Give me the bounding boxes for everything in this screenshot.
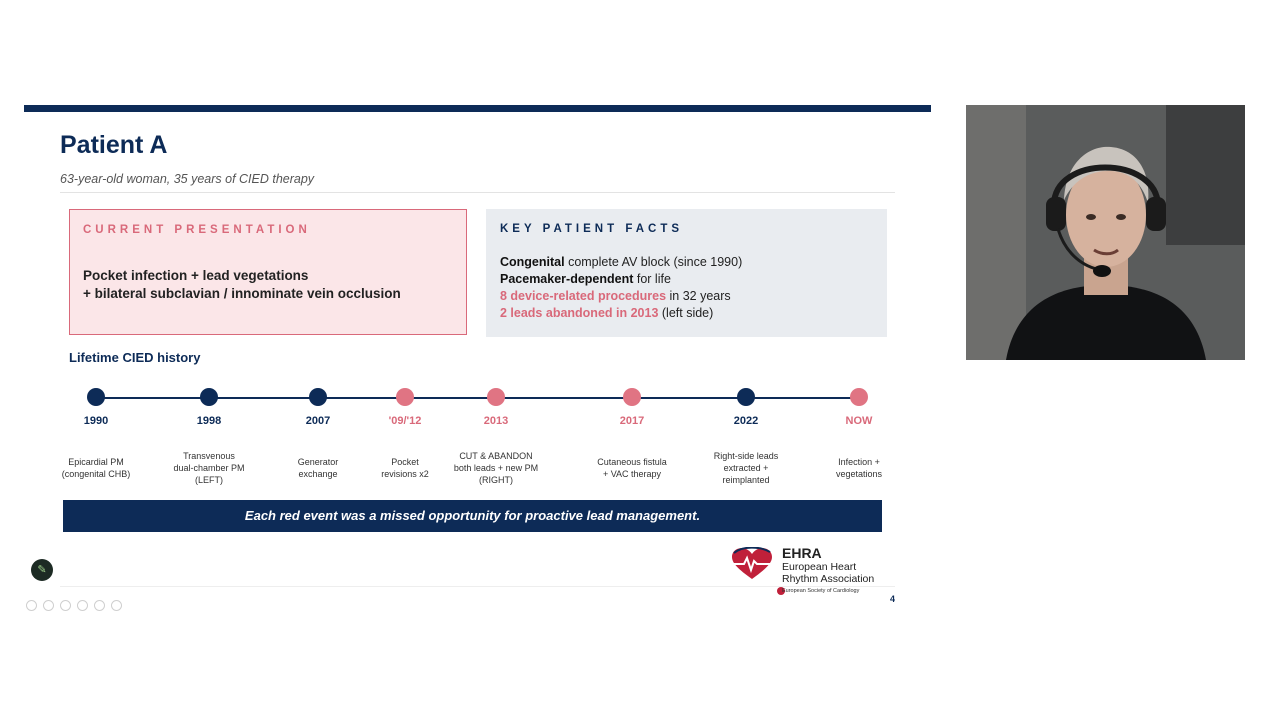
slide-subtitle: 63-year-old woman, 35 years of CIED therapy xyxy=(60,172,315,186)
presenter-webcam-video xyxy=(966,105,1245,360)
timeline-dot xyxy=(87,388,105,406)
slide-title: Patient A xyxy=(60,131,168,159)
timeline-dot xyxy=(396,388,414,406)
timeline-dot xyxy=(487,388,505,406)
previous-slide-icon[interactable] xyxy=(26,600,37,611)
timeline-event: Infection + vegetations xyxy=(835,457,883,479)
timeline-event: Epicardial PM (congenital CHB) xyxy=(61,457,131,479)
timeline-year: 1998 xyxy=(196,415,222,427)
more-options-icon[interactable] xyxy=(111,600,122,611)
timeline-year: 2017 xyxy=(619,415,645,427)
timeline-event: Cutaneous fistula + VAC therapy xyxy=(597,457,667,479)
timeline-dot xyxy=(200,388,218,406)
key-patient-facts-card xyxy=(486,209,887,337)
presentation-slide xyxy=(24,105,931,610)
history-title: Lifetime CIED history xyxy=(69,350,201,365)
timeline-year: 1990 xyxy=(83,415,109,427)
fact-4 xyxy=(500,305,742,322)
pen-tool-icon[interactable] xyxy=(60,600,71,611)
timeline-year: 2013 xyxy=(483,415,509,427)
esc-label: European Society of Cardiology xyxy=(782,588,860,594)
presenter-video-frame xyxy=(966,105,1245,360)
timeline-event: Transvenous dual-chamber PM (LEFT) xyxy=(173,451,245,485)
logo-line-1: European Heart xyxy=(782,561,857,573)
title-divider xyxy=(60,192,895,193)
timeline-year: 2022 xyxy=(733,415,759,427)
timeline-dot xyxy=(737,388,755,406)
page-number: 4 xyxy=(890,594,896,604)
timeline-event: Pocket revisions x2 xyxy=(381,457,429,479)
slide-top-bar xyxy=(24,105,931,112)
timeline-dot xyxy=(309,388,327,406)
fact-3-highlight: 8 device-related procedures xyxy=(500,289,667,303)
fact-2-bold: Pacemaker-dependent xyxy=(500,272,634,286)
logo-subtitle xyxy=(782,561,874,585)
fact-4-highlight: 2 leads abandoned in 2013 xyxy=(500,306,659,320)
current-presentation-card xyxy=(69,209,467,335)
fact-3 xyxy=(500,288,742,305)
key-facts-list xyxy=(500,254,742,322)
key-facts-header: KEY PATIENT FACTS xyxy=(500,223,684,235)
logo-name: EHRA xyxy=(782,545,822,561)
fact-1 xyxy=(500,254,742,271)
key-message-banner: Each red event was a missed opportunity for proactive lead management. xyxy=(63,500,882,532)
heart-logo-icon xyxy=(730,547,774,581)
timeline-dot xyxy=(623,388,641,406)
presentation-line-1: Pocket infection + lead vegetations xyxy=(83,268,309,283)
slides-overview-icon[interactable] xyxy=(77,600,88,611)
timeline-year: '09/'12 xyxy=(388,415,422,427)
logo-line-2: Rhythm Association xyxy=(782,573,875,585)
fact-1-rest: complete AV block (since 1990) xyxy=(564,255,743,269)
next-slide-icon[interactable] xyxy=(43,600,54,611)
presentation-line-2: + bilateral subclavian / innominate vein occlusion xyxy=(83,286,401,301)
current-presentation-header: CURRENT PRESENTATION xyxy=(83,224,311,236)
timeline-year: 2007 xyxy=(305,415,331,427)
timeline-event: CUT & ABANDON both leads + new PM (RIGHT) xyxy=(453,451,539,485)
fact-1-bold: Congenital xyxy=(500,255,565,269)
annotate-pencil-button[interactable] xyxy=(31,559,53,581)
timeline-event: Right-side leads extracted + reimplanted xyxy=(713,451,779,485)
slide-controls xyxy=(26,600,122,612)
fact-3-rest: in 32 years xyxy=(666,289,731,303)
timeline-dot xyxy=(850,388,868,406)
timeline-year: NOW xyxy=(845,415,873,427)
current-presentation-body xyxy=(83,267,401,303)
ehra-logo xyxy=(730,545,890,601)
timeline-event: Generator exchange xyxy=(297,457,339,479)
fact-2 xyxy=(500,271,742,288)
zoom-icon[interactable] xyxy=(94,600,105,611)
pencil-icon: ✎ xyxy=(37,564,47,576)
fact-4-rest: (left side) xyxy=(658,306,714,320)
fact-2-rest: for life xyxy=(633,272,671,286)
